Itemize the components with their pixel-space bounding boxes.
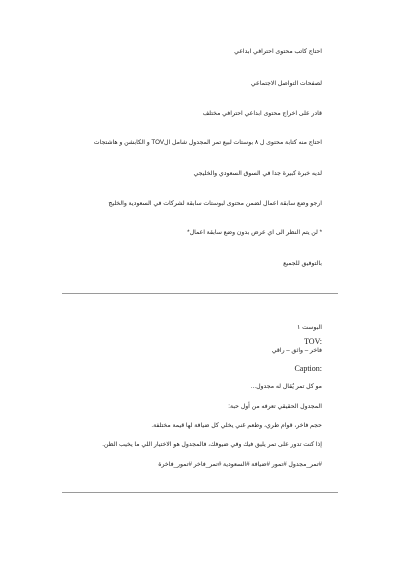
tov-label: TOV:: [304, 337, 322, 346]
section-divider-bottom: [62, 492, 338, 493]
caption-line-3: حجم فاخر، قوام طري، وطعم غني يخلي كل ضيافة لها قيمة مختلفة.: [151, 422, 322, 429]
tov-value: فاخر – واثق – راقي: [271, 347, 322, 354]
request-line-4: احتاج منه كتابة محتوى ل ٨ بوستات لبيع تمر المجدول شامل الTOV و الكابشن و هاشتجات: [93, 139, 322, 146]
request-closing: بالتوفيق للجميع: [283, 260, 322, 267]
request-line-3: قادر على اخراج محتوى ابداعي احترافي مختلف: [202, 110, 322, 117]
request-note: * لن يتم النظر الى اي عرض بدون وضع سابقة اعمال*: [187, 229, 322, 236]
request-line-1: احتاج كاتب محتوى احترافي ابداعي: [234, 48, 322, 55]
request-line-5: لديه خبرة كبيرة جدا في السوق السعودي والخليجي: [193, 170, 322, 177]
request-line-2: لصفحات التواصل الاجتماعي: [250, 80, 322, 87]
caption-line-2: المجدول الحقيقي تعرفه من أول حبة:: [228, 403, 322, 410]
request-line-6: ارجو وضع سابقة اعمال لضمن محتوى لبوستات سابقة لشركات في السعودية والخليج: [108, 200, 322, 207]
section-divider-top: [62, 293, 338, 294]
caption-label: Caption:: [294, 364, 322, 373]
caption-line-4: إذا كنت تدور على تمر يليق فيك وفي ضيوفك، فالمجدول هو الاختيار اللي ما يخيب الظن.: [102, 441, 322, 448]
caption-hashtags: #تمر_مجدول #تمور #ضيافة #السعودية #تمر_فاخر #تمور_فاخرة: [158, 461, 322, 468]
caption-line-1: مو كل تمر يُقال له مجدول...: [250, 383, 322, 390]
post-label: البوست ١: [297, 324, 322, 331]
